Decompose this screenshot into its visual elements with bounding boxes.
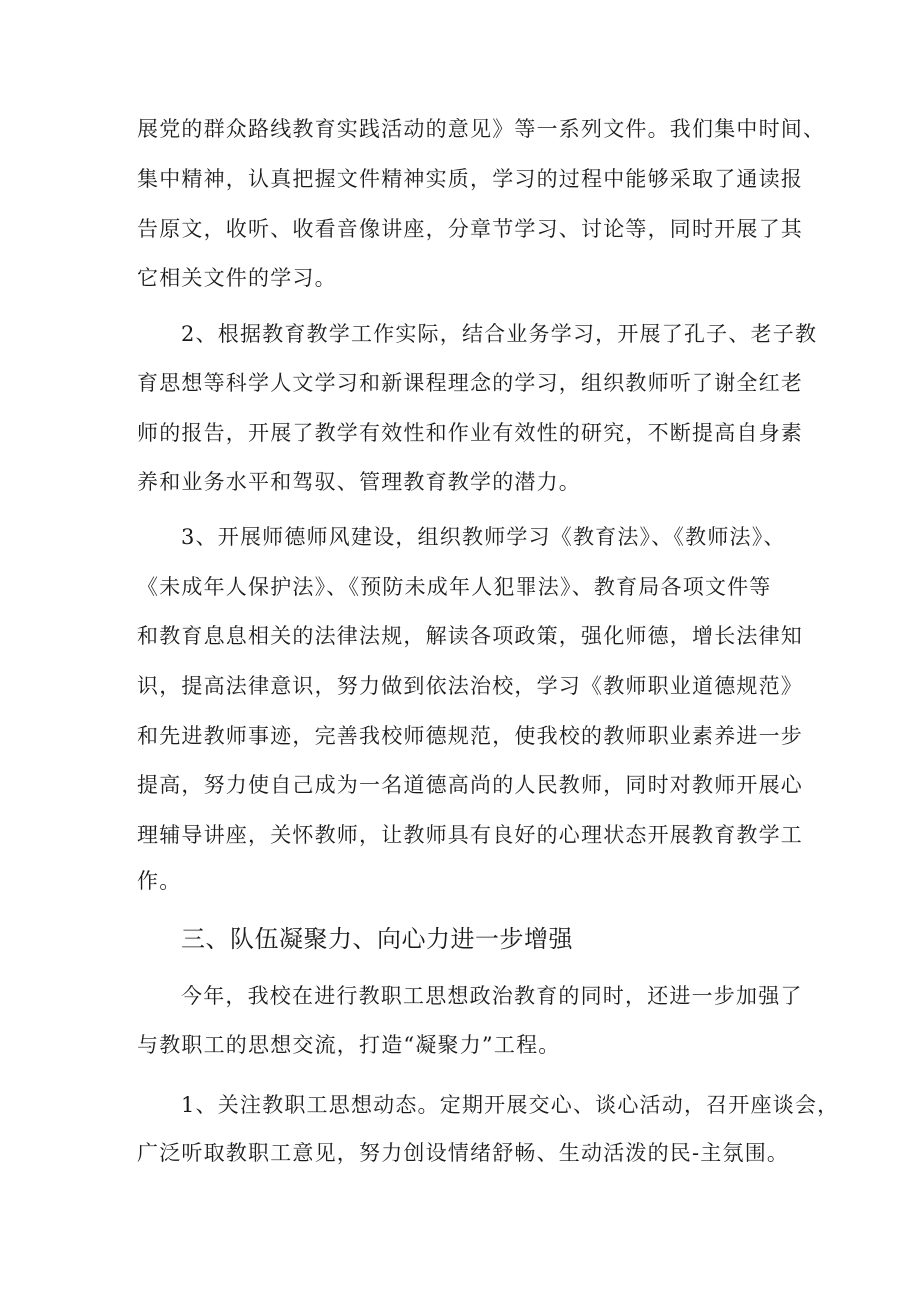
text-line: 育思想等科学人文学习和新课程理念的学习，组织教师听了谢全红老 — [137, 371, 803, 395]
text-line: 与教职工的思想交流，打造“凝聚力”工程。 — [137, 1033, 561, 1057]
text-line: 3、开展师德师风建设，组织教师学习《教育法》、《教师法》、 — [181, 525, 786, 549]
text-line: 告原文，收听、收看音像讲座，分章节学习、讨论等，同时开展了其 — [137, 217, 803, 241]
text-line: 和教育息息相关的法律法规，解读各项政策，强化师德，增长法律知 — [137, 624, 803, 648]
text-line: 和先进教师事迹，完善我校师德规范，使我校的教师职业素养进一步 — [137, 724, 803, 748]
text-line: 《未成年人保护法》、《预防未成年人犯罪法》、教育局各项文件等 — [137, 575, 772, 599]
text-line: 广泛听取教职工意见，努力创设情绪舒畅、生动活泼的民-主氛围。 — [137, 1141, 790, 1165]
text-line: 它相关文件的学习。 — [137, 266, 337, 290]
text-line: 集中精神，认真把握文件精神实质，学习的过程中能够采取了通读报 — [137, 167, 803, 191]
text-line: 理辅导讲座，关怀教师，让教师具有良好的心理状态开展教育教学工 — [137, 823, 803, 847]
text-line: 作。 — [137, 869, 182, 893]
section-heading: 三、队伍凝聚力、向心力进一步增强 — [181, 925, 573, 953]
text-line: 展党的群众路线教育实践活动的意见》等一系列文件。我们集中时间、 — [137, 117, 826, 141]
text-line: 2、根据教育教学工作实际，结合业务学习，开展了孔子、老子教 — [181, 322, 818, 346]
text-line: 提高，努力使自己成为一名道德高尚的人民教师，同时对教师开展心 — [137, 773, 803, 797]
text-line: 今年，我校在进行教职工思想政治教育的同时，还进一步加强了 — [181, 984, 803, 1008]
text-line: 师的报告，开展了教学有效性和作业有效性的研究，不断提高自身素 — [137, 421, 803, 445]
text-line: 识，提高法律意识，努力做到依法治校，学习《教师职业道德规范》 — [137, 674, 803, 698]
text-line: 养和业务水平和驾驭、管理教育教学的潜力。 — [137, 470, 581, 494]
text-line: 1、关注教职工思想动态。定期开展交心、谈心活动，召开座谈会， — [181, 1093, 840, 1117]
